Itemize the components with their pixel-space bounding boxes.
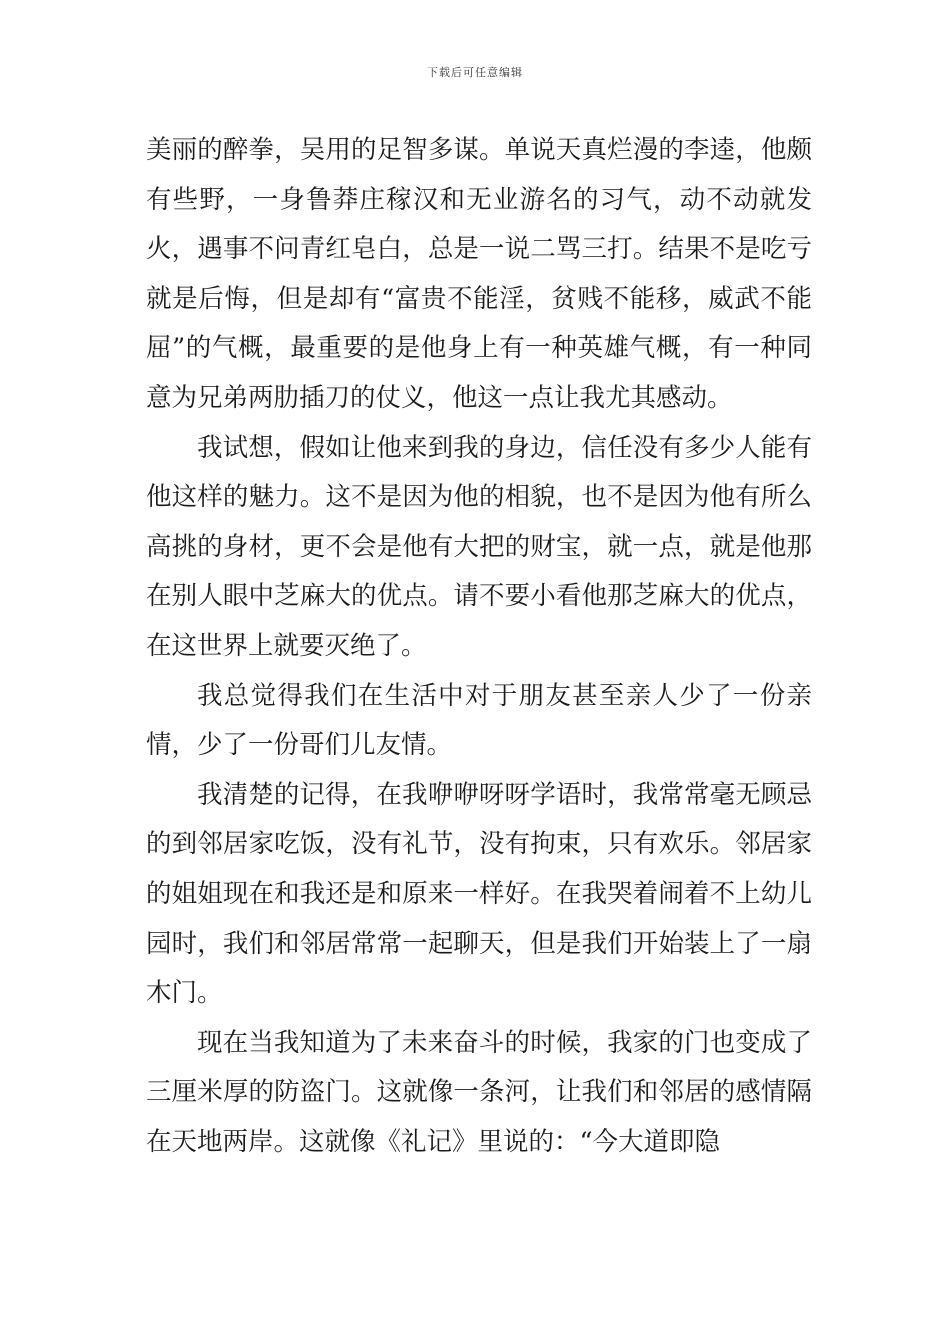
paragraph-4: 我清楚的记得，在我咿咿呀呀学语时，我常常毫无顾忌的到邻居家吃饭，没有礼节，没有拘束，只有欢乐。邻居家的姐姐现在和我还是和原来一样好。在我哭着闹着不上幼儿园时，我们和邻居常常一起聊天，但是我们开始装上了一扇木门。 <box>146 779 812 1009</box>
paragraph-2: 我试想，假如让他来到我的身边，信任没有多少人能有他这样的魅力。这不是因为他的相貌，也不是因为他有所么高挑的身材，更不会是他有大把的财宝，就一点，就是他那在别人眼中芝麻大的优点。请不要小看他那芝麻大的优点，在这世界上就要灭绝了。 <box>146 432 812 661</box>
document-body <box>146 126 812 1167</box>
paragraph-1: 美丽的醉拳，吴用的足智多谋。单说天真烂漫的李逵，他颇有些野，一身鲁莽庄稼汉和无业游名的习气，动不动就发火，遇事不问青红皂白，总是一说二骂三打。结果不是吃亏就是后悔，但是却有“富贵不能淫，贫贱不能移，威武不能屈”的气概，最重要的是他身上有一种英雄气概，有一种同意为兄弟两肋插刀的仗义，他这一点让我尤其感动。 <box>146 135 812 413</box>
paragraph-5: 现在当我知道为了未来奋斗的时候，我家的门也变成了三厘米厚的防盗门。这就像一条河，让我们和邻居的感情隔在天地两岸。这就像《礼记》里说的：“今大道即隐 <box>146 1027 812 1157</box>
page-header: 下载后可任意编辑 <box>427 66 523 79</box>
paragraph-3: 我总觉得我们在生活中对于朋友甚至亲人少了一份亲情，少了一份哥们儿友情。 <box>146 680 812 761</box>
